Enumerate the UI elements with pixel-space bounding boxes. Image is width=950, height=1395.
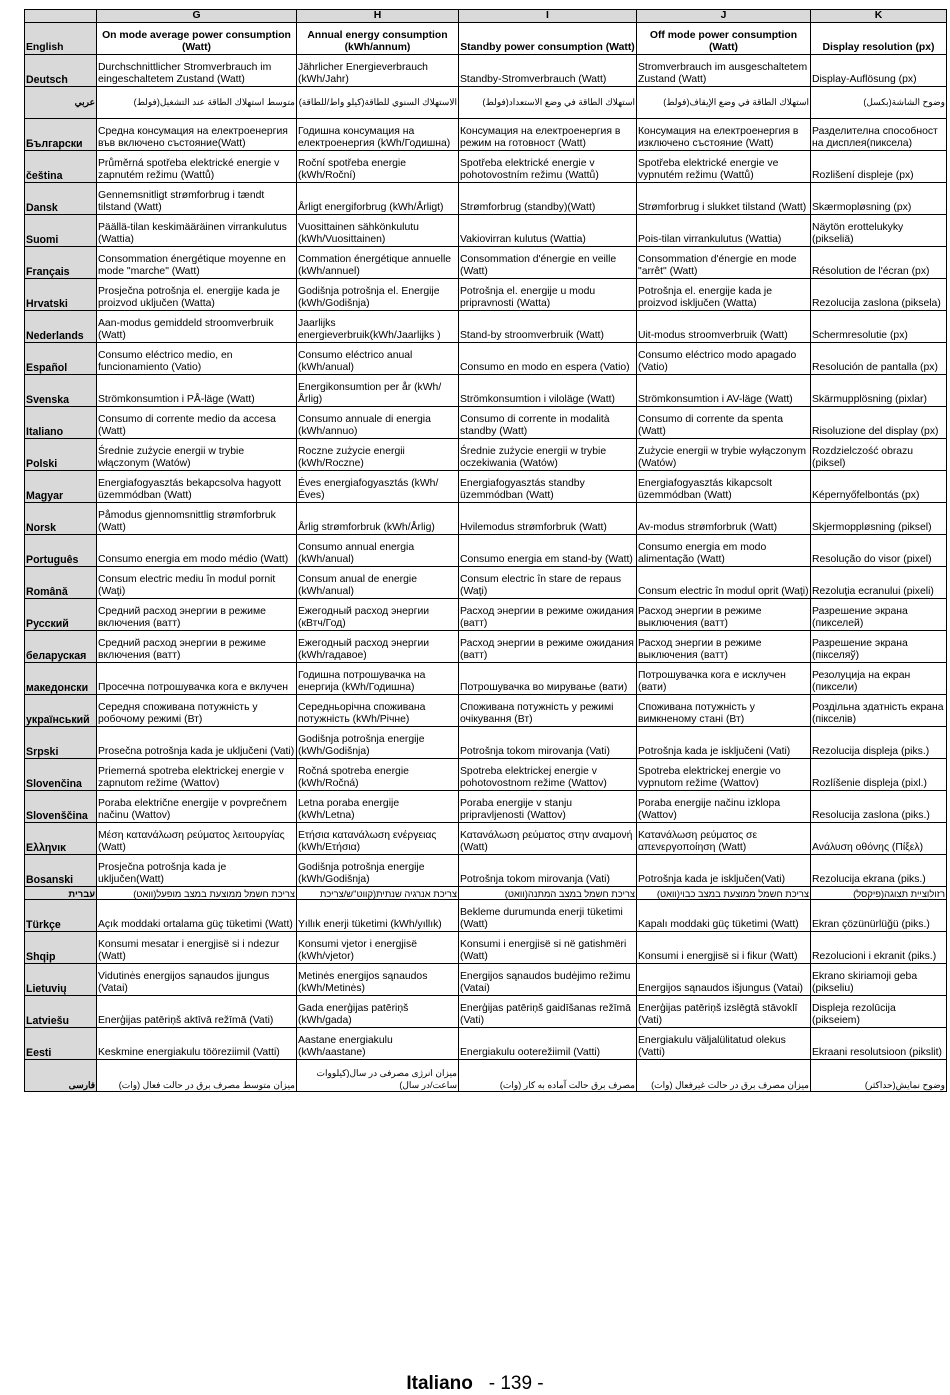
table-row xyxy=(25,439,947,471)
translation-cell: Yıllık enerji tüketimi (kWh/yıllık) xyxy=(297,900,459,932)
translation-cell: Μέση κατανάλωση ρεύματος λειτουργίας (Watt) xyxy=(97,823,297,855)
column-header: Off mode power consumption (Watt) xyxy=(637,23,811,55)
language-label: Lietuvių xyxy=(25,964,97,996)
language-label: Magyar xyxy=(25,471,97,503)
translation-cell: میزان انرژی مصرفی در سال(کیلووات ساعت/در سال) xyxy=(297,1060,459,1092)
translation-cell: Risoluzione del display (px) xyxy=(811,407,947,439)
translation-cell: Energiafogyasztás kikapcsolt üzemmódban (Watt) xyxy=(637,471,811,503)
translation-cell: Commation énergétique annuelle (kWh/annuel) xyxy=(297,247,459,279)
table-row xyxy=(25,535,947,567)
language-label: Polski xyxy=(25,439,97,471)
table-row xyxy=(25,599,947,631)
translation-cell: Konsumi i energjisë si në gatishmëri (Watt) xyxy=(459,932,637,964)
language-label: Hrvatski xyxy=(25,279,97,311)
translation-cell: Resolución de pantalla (px) xyxy=(811,343,947,375)
translation-cell: Letna poraba energije (kWh/Letna) xyxy=(297,791,459,823)
translation-cell: Potrošnja kada je isključeni (Vati) xyxy=(637,727,811,759)
translation-cell: Потрошувачка во мирување (вати) xyxy=(459,663,637,695)
table-row xyxy=(25,964,947,996)
translation-cell: Расход энергии в режиме ожидания (ватт) xyxy=(459,599,637,631)
translation-cell: Skærmopløsning (px) xyxy=(811,183,947,215)
table-row xyxy=(25,855,947,887)
column-letter: I xyxy=(459,10,637,23)
table-row xyxy=(25,900,947,932)
table-row xyxy=(25,1028,947,1060)
table-row xyxy=(25,183,947,215)
translation-cell: Päällä-tilan keskimääräinen virrankulutus (Wattia) xyxy=(97,215,297,247)
table-row xyxy=(25,471,947,503)
language-label: македонски xyxy=(25,663,97,695)
translation-cell: Gennemsnitligt strømforbrug i tændt tilstand (Watt) xyxy=(97,183,297,215)
translation-cell: Gada enerģijas patēriņš (kWh/gada) xyxy=(297,996,459,1028)
translation-cell: Konsumi vjetor i energjisë (kWh/vjetor) xyxy=(297,932,459,964)
table-row xyxy=(25,759,947,791)
translation-cell: Consum anual de energie (kWh/anual) xyxy=(297,567,459,599)
translation-cell: Годишна потрошувачка на енергија (kWh/Годишна) xyxy=(297,663,459,695)
translation-cell: צריכת אנרגיה שנתית(קווט"ש/צריכת xyxy=(297,887,459,900)
translation-cell: Konsumi i energjisë si i fikur (Watt) xyxy=(637,932,811,964)
translation-cell: Hvilemodus strømforbruk (Watt) xyxy=(459,503,637,535)
table-body xyxy=(25,55,947,1092)
translation-cell: Enerģijas patēriņš gaidīšanas režīmā (Vati) xyxy=(459,996,637,1028)
translation-cell: Середньорічна споживана потужність (kWh/Річне) xyxy=(297,695,459,727)
translation-cell: Av-modus strømforbruk (Watt) xyxy=(637,503,811,535)
translation-cell: Споживана потужність у вимкненому стані (Вт) xyxy=(637,695,811,727)
translation-cell: Rezolucija displeja (piks.) xyxy=(811,727,947,759)
translation-cell: Energiafogyasztás standby üzemmódban (Watt) xyxy=(459,471,637,503)
translation-cell: Prosječna potrošnja kada je uključen(Watt) xyxy=(97,855,297,887)
translation-cell: Consumo eléctrico modo apagado (Vatio) xyxy=(637,343,811,375)
translation-cell: Consumo di corrente in modalità standby (Watt) xyxy=(459,407,637,439)
translation-cell: Průměrná spotřeba elektrické energie v zapnutém režimu (Wattů) xyxy=(97,151,297,183)
translation-cell: Jährlicher Energieverbrauch (kWh/Jahr) xyxy=(297,55,459,87)
translation-cell: Разрешение экрана (пикселей) xyxy=(811,599,947,631)
translation-cell: Spotreba elektrickej energie vo vypnutom režime (Wattov) xyxy=(637,759,811,791)
translation-cell: Разрешение экрана (пiкселяў) xyxy=(811,631,947,663)
column-header: Annual energy consumption (kWh/annum) xyxy=(297,23,459,55)
translation-cell: متوسط استهلاك الطاقة عند التشغيل(فولط) xyxy=(97,87,297,119)
translation-cell: Strömkonsumtion i PÅ-läge (Watt) xyxy=(97,375,297,407)
table-row xyxy=(25,343,947,375)
translation-cell: Aan-modus gemiddeld stroomverbruik (Watt) xyxy=(97,311,297,343)
table-row xyxy=(25,119,947,151)
translation-cell: Consumo di corrente medio da accesa (Watt) xyxy=(97,407,297,439)
translation-cell: Разделителна способност на дисплея(пиксела) xyxy=(811,119,947,151)
language-label: Svenska xyxy=(25,375,97,407)
page-number: - 139 - xyxy=(488,1373,544,1394)
translation-cell: Schermresolutie (px) xyxy=(811,311,947,343)
translation-cell: Poraba energije v stanju pripravljenosti (Wattov) xyxy=(459,791,637,823)
translation-cell: Pois-tilan virrankulutus (Wattia) xyxy=(637,215,811,247)
table-row xyxy=(25,503,947,535)
translation-cell: Godišnja potrošnja energije (kWh/Godišnja) xyxy=(297,727,459,759)
translation-cell: میزان مصرف برق در حالت غیرفعال (وات) xyxy=(637,1060,811,1092)
language-label: Ελληνικ xyxy=(25,823,97,855)
language-label: فارسی xyxy=(25,1060,97,1092)
translation-cell: Consum electric în stare de repaus (Waţi) xyxy=(459,567,637,599)
translation-cell: Średnie zużycie energii w trybie włączonym (Watów) xyxy=(97,439,297,471)
page-footer xyxy=(0,1373,950,1395)
translation-cell: Consum electric în modul oprit (Waţi) xyxy=(637,567,811,599)
translation-cell: Κατανάλωση ρεύματος στην αναμονή (Watt) xyxy=(459,823,637,855)
translation-cell: Potrošnja tokom mirovanja (Vati) xyxy=(459,855,637,887)
translation-cell: Enerģijas patēriņš izslēgtā stāvoklī (Vati) xyxy=(637,996,811,1028)
translation-cell: Rezolucioni i ekranit (piks.) xyxy=(811,932,947,964)
translation-cell: Aastane energiakulu (kWh/aastane) xyxy=(297,1028,459,1060)
column-letter: J xyxy=(637,10,811,23)
translation-cell: Konsumi mesatar i energjisë si i ndezur (Watt) xyxy=(97,932,297,964)
table-row xyxy=(25,996,947,1028)
translation-cell: Potrošnja kada je isključen(Vati) xyxy=(637,855,811,887)
translation-cell: Rozdzielczość obrazu (piksel) xyxy=(811,439,947,471)
language-label: Português xyxy=(25,535,97,567)
translation-cell: Ekrano skiriamoji geba (pikseliu) xyxy=(811,964,947,996)
translation-cell: Consumo energia em modo médio (Watt) xyxy=(97,535,297,567)
translation-cell: Consumo annual energia (kWh/anual) xyxy=(297,535,459,567)
translation-cell: Vuosittainen sähkönkulutu (kWh/Vuosittainen) xyxy=(297,215,459,247)
translation-cell: Ετήσια κατανάλωση ενέργειας (kWh/Ετήσια) xyxy=(297,823,459,855)
translation-cell: Jaarlijks energieverbruik(kWh/Jaarlijks ) xyxy=(297,311,459,343)
translation-cell: میزان متوسط مصرف برق در حالت فعال (وات) xyxy=(97,1060,297,1092)
corner-cell xyxy=(25,10,97,23)
language-label: Русский xyxy=(25,599,97,631)
translation-cell: Enerģijas patēriņš aktīvā režīmā (Vati) xyxy=(97,996,297,1028)
translation-cell: Bekleme durumunda enerji tüketimi (Watt) xyxy=(459,900,637,932)
translation-cell: Роздільна здатність екрана (пікселів) xyxy=(811,695,947,727)
translation-cell: Skjermoppløsning (piksel) xyxy=(811,503,947,535)
translation-cell: مصرف برق حالت آماده به کار (وات) xyxy=(459,1060,637,1092)
language-label: עברית xyxy=(25,887,97,900)
translation-cell: Résolution de l'écran (px) xyxy=(811,247,947,279)
translation-cell: Consumo energia em modo alimentação (Watt) xyxy=(637,535,811,567)
language-label: Slovenčina xyxy=(25,759,97,791)
table-row xyxy=(25,791,947,823)
translation-cell: Påmodus gjennomsnittlig strømforbruk (Watt) xyxy=(97,503,297,535)
translation-cell: Потрошувачка кога е исклучен (вати) xyxy=(637,663,811,695)
translation-cell: Consumo annuale di energia (kWh/annuo) xyxy=(297,407,459,439)
language-label: Türkçe xyxy=(25,900,97,932)
table-row xyxy=(25,151,947,183)
column-letter: K xyxy=(811,10,947,23)
translation-cell: Energijos sąnaudos išjungus (Vatai) xyxy=(637,964,811,996)
table-row xyxy=(25,1060,947,1092)
translation-cell: Energiafogyasztás bekapcsolva hagyott üzemmódban (Watt) xyxy=(97,471,297,503)
translation-cell: Kapalı moddaki güç tüketimi (Watt) xyxy=(637,900,811,932)
language-label: Slovenščina xyxy=(25,791,97,823)
table-row xyxy=(25,215,947,247)
language-label: Shqip xyxy=(25,932,97,964)
translation-cell: Priemerná spotreba elektrickej energie v zapnutom režime (Wattov) xyxy=(97,759,297,791)
translation-cell: Ročná spotreba energie (kWh/Ročná) xyxy=(297,759,459,791)
translation-cell: Середня споживана потужність у робочому режимі (Вт) xyxy=(97,695,297,727)
translation-cell: Keskmine energiakulu tööreziimil (Vatti) xyxy=(97,1028,297,1060)
translation-cell: Godišnja potrošnja energije (kWh/Godišnja) xyxy=(297,855,459,887)
table-row xyxy=(25,55,947,87)
translation-cell: Strömkonsumtion i viloläge (Watt) xyxy=(459,375,637,407)
translation-cell: Consommation énergétique moyenne en mode "marche" (Watt) xyxy=(97,247,297,279)
translation-cell: Rezolucija zaslona (piksela) xyxy=(811,279,947,311)
translation-cell: Ανάλυση οθόνης (Πίξελ) xyxy=(811,823,947,855)
translation-cell: Ekraani resolutsioon (pikslit) xyxy=(811,1028,947,1060)
language-label: Español xyxy=(25,343,97,375)
header-row xyxy=(25,23,947,55)
language-label: Dansk xyxy=(25,183,97,215)
translation-cell: Consumo eléctrico medio, en funcionamiento (Vatio) xyxy=(97,343,297,375)
translation-cell: Ежегодный расход энергии (kWh/гадавое) xyxy=(297,631,459,663)
translation-cell: Display-Auflösung (px) xyxy=(811,55,947,87)
language-label: عربي xyxy=(25,87,97,119)
language-label: Deutsch xyxy=(25,55,97,87)
translation-cell: وضوح الشاشة(بكسل) xyxy=(811,87,947,119)
translation-cell: Potrošnja tokom mirovanja (Vati) xyxy=(459,727,637,759)
translation-cell: Energijos sąnaudos budėjimo režimu (Vatai) xyxy=(459,964,637,996)
translation-table xyxy=(24,9,947,1092)
translation-cell: Просечна потрошувачка кога е вклучен xyxy=(97,663,297,695)
table-row xyxy=(25,567,947,599)
table-row xyxy=(25,887,947,900)
language-label: čeština xyxy=(25,151,97,183)
translation-cell: צריכת חשמל ממוצעת במצב כבוי(וואט) xyxy=(637,887,811,900)
table-row xyxy=(25,695,947,727)
table-row xyxy=(25,311,947,343)
table-row xyxy=(25,932,947,964)
table-row xyxy=(25,247,947,279)
column-header: Display resolution (px) xyxy=(811,23,947,55)
column-header: On mode average power consumption (Watt) xyxy=(97,23,297,55)
translation-cell: Strömkonsumtion i AV-läge (Watt) xyxy=(637,375,811,407)
translation-cell: الاستهلاك السنوي للطاقة(كيلو واط/للطاقة) xyxy=(297,87,459,119)
translation-cell: Consumo en modo en espera (Vatio) xyxy=(459,343,637,375)
translation-cell: Prosečna potrošnja kada je uključeni (Vati) xyxy=(97,727,297,759)
translation-cell: Средний расход энергии в режиме включения (ватт) xyxy=(97,599,297,631)
translation-cell: Ежегодный расход энергии (кВтч/Год) xyxy=(297,599,459,631)
translation-cell: Prosječna potrošnja el. energije kada je proizvod uključen (Watta) xyxy=(97,279,297,311)
translation-cell: Képernyőfelbontás (px) xyxy=(811,471,947,503)
translation-cell: Roční spotřeba energie (kWh/Roční) xyxy=(297,151,459,183)
translation-cell: Näytön erottelukyky (pikseliä) xyxy=(811,215,947,247)
translation-cell: Energiakulu väljalülitatud olekus (Vatti) xyxy=(637,1028,811,1060)
language-label: Bosanski xyxy=(25,855,97,887)
table-row xyxy=(25,407,947,439)
translation-cell: Displeja rezolūcija (pikseiem) xyxy=(811,996,947,1028)
column-header: Standby power consumption (Watt) xyxy=(459,23,637,55)
translation-cell: Energiakulu ooterežiimil (Vatti) xyxy=(459,1028,637,1060)
translation-cell: Споживана потужність у режимі очікування (Вт) xyxy=(459,695,637,727)
translation-cell: Potrošnja el. energije u modu pripravnosti (Watta) xyxy=(459,279,637,311)
translation-cell: Rozlíšenie displeja (pixl.) xyxy=(811,759,947,791)
translation-cell: استهلاك الطاقة في وضع الاستعداد(فولط) xyxy=(459,87,637,119)
table-row xyxy=(25,375,947,407)
language-label: Srpski xyxy=(25,727,97,759)
translation-cell: Uit-modus stroomverbruik (Watt) xyxy=(637,311,811,343)
language-label: Norsk xyxy=(25,503,97,535)
translation-cell: Средний расход энергии в режиме включения (ватт) xyxy=(97,631,297,663)
translation-cell: צריכת חשמל במצב המתנה(וואט) xyxy=(459,887,637,900)
column-letter-row xyxy=(25,10,947,23)
table-row xyxy=(25,87,947,119)
language-label: український xyxy=(25,695,97,727)
translation-cell: Vidutinės energijos sąnaudos įjungus (Vatai) xyxy=(97,964,297,996)
translation-cell: Strømforbrug (standby)(Watt) xyxy=(459,183,637,215)
translation-cell: استهلاك الطاقة في وضع الإيقاف(فولط) xyxy=(637,87,811,119)
translation-cell: Ekran çözünürlüğü (piks.) xyxy=(811,900,947,932)
translation-cell: Резолуција на екран (пиксели) xyxy=(811,663,947,695)
translation-cell: Консумация на електроенергия в изключено състояние (Watt) xyxy=(637,119,811,151)
translation-cell: Годишна консумация на електроенергия (kWh/Годишна) xyxy=(297,119,459,151)
column-letter: G xyxy=(97,10,297,23)
table-row xyxy=(25,631,947,663)
table-row xyxy=(25,279,947,311)
translation-cell: Spotřeba elektrické energie v pohotovostním režimu (Wattů) xyxy=(459,151,637,183)
translation-cell: Metinės energijos sąnaudos (kWh/Metinės) xyxy=(297,964,459,996)
translation-cell: Vakiovirran kulutus (Wattia) xyxy=(459,215,637,247)
translation-cell: Standby-Stromverbrauch (Watt) xyxy=(459,55,637,87)
translation-cell: Rezoluţia ecranului (pixeli) xyxy=(811,567,947,599)
translation-cell: Stromverbrauch im ausgeschaltetem Zustand (Watt) xyxy=(637,55,811,87)
footer-language: Italiano xyxy=(406,1373,473,1394)
language-label: беларуская xyxy=(25,631,97,663)
language-label: English xyxy=(25,23,97,55)
translation-cell: Consommation d'énergie en mode "arrêt" (Watt) xyxy=(637,247,811,279)
translation-cell: Resolucija zaslona (piks.) xyxy=(811,791,947,823)
translation-cell: Poraba energije načinu izklopa (Wattov) xyxy=(637,791,811,823)
language-label: Română xyxy=(25,567,97,599)
translation-cell: Rezolucija ekrana (piks.) xyxy=(811,855,947,887)
translation-cell: Расход энергии в режиме выключения (ватт) xyxy=(637,599,811,631)
language-label: Italiano xyxy=(25,407,97,439)
translation-cell: Skärmupplösning (pixlar) xyxy=(811,375,947,407)
translation-cell: Zużycie energii w trybie wyłączonym (Watów) xyxy=(637,439,811,471)
translation-cell: Spotřeba elektrické energie ve vypnutém režimu (Wattů) xyxy=(637,151,811,183)
translation-cell: Stand-by stroomverbruik (Watt) xyxy=(459,311,637,343)
translation-cell: وضوح نمایش(حداکثر) xyxy=(811,1060,947,1092)
translation-cell: Κατανάλωση ρεύματος σε απενεργοποίηση (Watt) xyxy=(637,823,811,855)
translation-cell: Energikonsumtion per år (kWh/Årlig) xyxy=(297,375,459,407)
translation-cell: Consumo energia em stand-by (Watt) xyxy=(459,535,637,567)
translation-cell: Açık moddaki ortalama güç tüketimi (Watt) xyxy=(97,900,297,932)
table-row xyxy=(25,663,947,695)
translation-cell: Årligt energiforbrug (kWh/Årligt) xyxy=(297,183,459,215)
translation-cell: Consum electric mediu în modul pornit (Waţi) xyxy=(97,567,297,599)
translation-cell: Consumo di corrente da spenta (Watt) xyxy=(637,407,811,439)
translation-cell: Spotreba elektrickej energie v pohotovostnom režime (Wattov) xyxy=(459,759,637,791)
translation-cell: Poraba električne energije v povprečnem načinu (Wattov) xyxy=(97,791,297,823)
language-label: Nederlands xyxy=(25,311,97,343)
translation-cell: רזולוציית תצוגה(פיקסל) xyxy=(811,887,947,900)
translation-cell: Resolução do visor (pixel) xyxy=(811,535,947,567)
translation-cell: Rozlišení displeje (px) xyxy=(811,151,947,183)
translation-cell: Godišnja potrošnja el. Energije (kWh/Godišnja) xyxy=(297,279,459,311)
column-letter: H xyxy=(297,10,459,23)
language-label: Eesti xyxy=(25,1028,97,1060)
translation-cell: Durchschnittlicher Stromverbrauch im eingeschaltetem Zustand (Watt) xyxy=(97,55,297,87)
translation-cell: Средна консумация на електроенергия във включено състояние(Watt) xyxy=(97,119,297,151)
table-row xyxy=(25,823,947,855)
translation-cell: Årlig strømforbruk (kWh/Årlig) xyxy=(297,503,459,535)
table-row xyxy=(25,727,947,759)
language-label: Suomi xyxy=(25,215,97,247)
language-label: Български xyxy=(25,119,97,151)
translation-cell: Éves energiafogyasztás (kWh/Éves) xyxy=(297,471,459,503)
translation-cell: Strømforbrug i slukket tilstand (Watt) xyxy=(637,183,811,215)
translation-cell: Consumo eléctrico anual (kWh/anual) xyxy=(297,343,459,375)
translation-cell: Średnie zużycie energii w trybie oczekiwania (Watów) xyxy=(459,439,637,471)
translation-cell: Consommation d'énergie en veille (Watt) xyxy=(459,247,637,279)
translation-cell: Roczne zużycie energii (kWh/Roczne) xyxy=(297,439,459,471)
translation-cell: צריכת חשמל ממוצעת במצב מופעל(וואט) xyxy=(97,887,297,900)
language-label: Français xyxy=(25,247,97,279)
translation-cell: Potrošnja el. energije kada je proizvod isključen (Watta) xyxy=(637,279,811,311)
translation-cell: Расход энергии в режиме выключения (ватт) xyxy=(637,631,811,663)
translation-cell: Консумация на електроенергия в режим на готовност (Watt) xyxy=(459,119,637,151)
language-label: Latviešu xyxy=(25,996,97,1028)
translation-cell: Расход энергии в режиме ожидания (ватт) xyxy=(459,631,637,663)
